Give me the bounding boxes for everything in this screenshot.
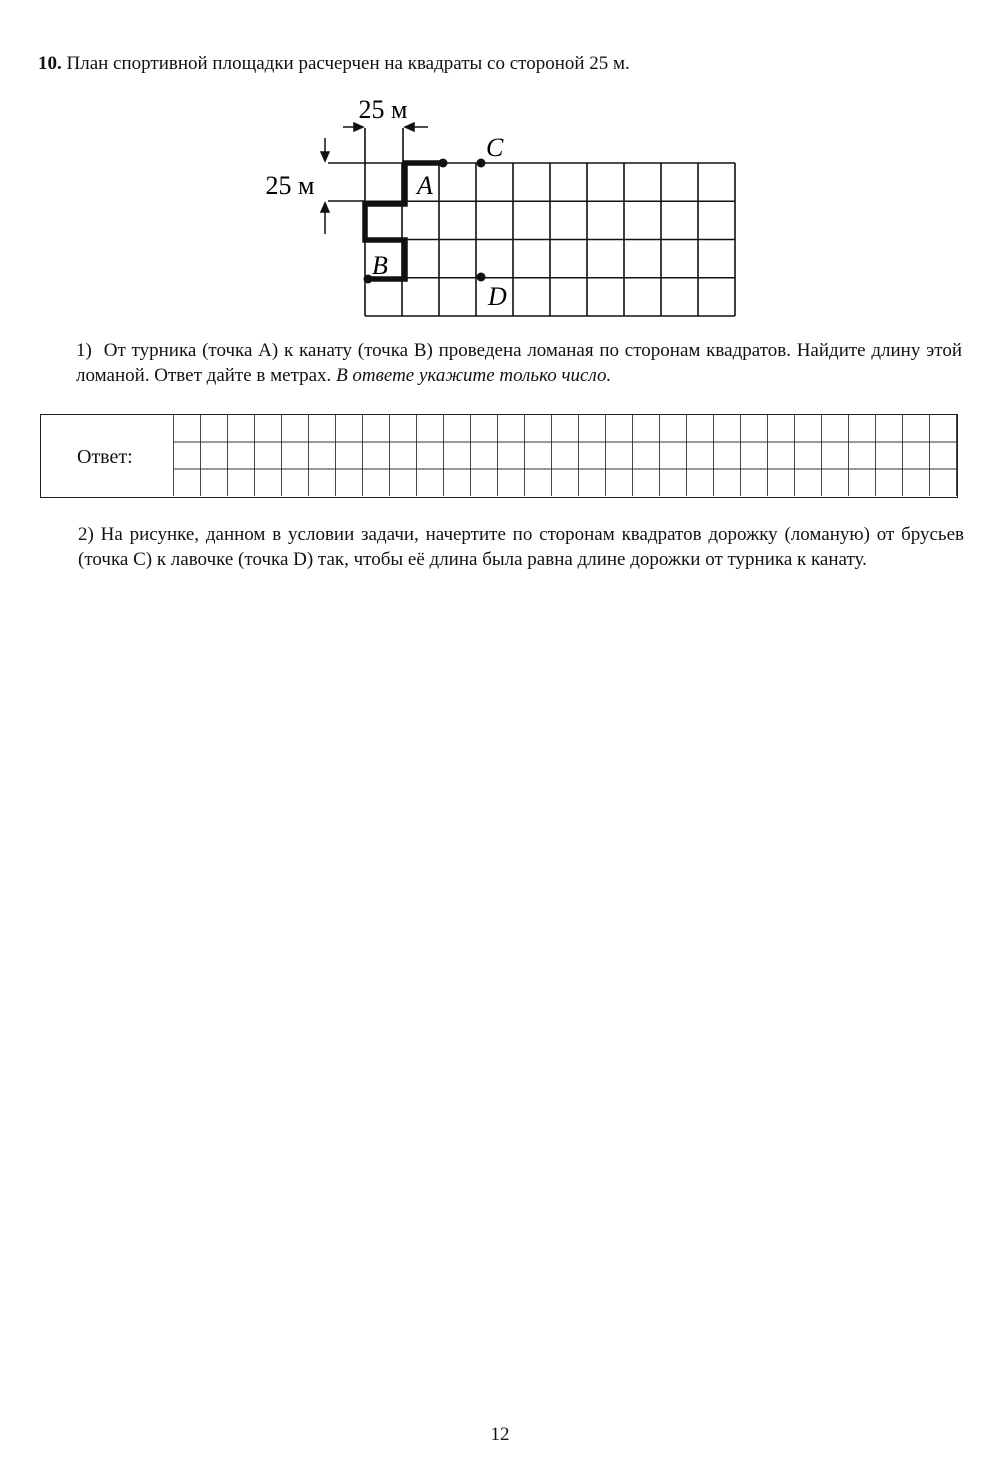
left-dim-arrowhead-bottom	[321, 203, 329, 212]
plan-grid	[328, 128, 735, 316]
left-dim-arrowhead-top	[321, 152, 329, 161]
left-dimension	[321, 138, 329, 234]
task-statement	[38, 52, 958, 76]
page-number: 12	[490, 1424, 510, 1445]
top-dimension	[343, 123, 428, 131]
question-1-instruction: В ответе укажите только число.	[336, 365, 612, 386]
question-2	[78, 522, 964, 572]
top-dim-arrowhead-left	[354, 123, 363, 131]
point-c-dot	[477, 159, 486, 168]
question-1-number: 1)	[76, 340, 92, 361]
question-2-number: 2)	[78, 524, 94, 545]
answer-box[interactable]	[40, 414, 958, 498]
question-1-text: От турника (точка А) к канату (точка В) проведена ломаная по сторонам квадратов. Найдите длину этой ломаной. Ответ дайте в метрах.	[76, 340, 962, 386]
left-dim-label: 25 м	[265, 171, 315, 200]
answer-label: Ответ:	[77, 446, 133, 468]
point-a-dot	[439, 159, 448, 168]
answer-cells-grid[interactable]	[173, 415, 957, 496]
point-d-dot	[477, 273, 486, 282]
task-number: 10.	[38, 53, 62, 74]
top-dim-label: 25 м	[358, 95, 408, 124]
question-2-text: На рисунке, данном в условии задачи, начертите по сторонам квадратов дорожку (ломаную) от брусьев (точка С) к лавочке (точка D) так, чтобы её длина была равна длине дорожки от турника к канату.	[78, 524, 964, 570]
grid-plan-svg	[250, 92, 750, 332]
point-a-label: A	[417, 171, 433, 200]
playground-plan-figure	[250, 92, 750, 332]
point-b-label: B	[372, 251, 388, 280]
point-c-label: C	[486, 133, 504, 162]
point-d-label: D	[488, 282, 507, 311]
top-dim-arrowhead-right	[405, 123, 414, 131]
task-text: План спортивной площадки расчерчен на квадраты со стороной 25 м.	[66, 53, 630, 74]
question-1	[76, 338, 962, 388]
